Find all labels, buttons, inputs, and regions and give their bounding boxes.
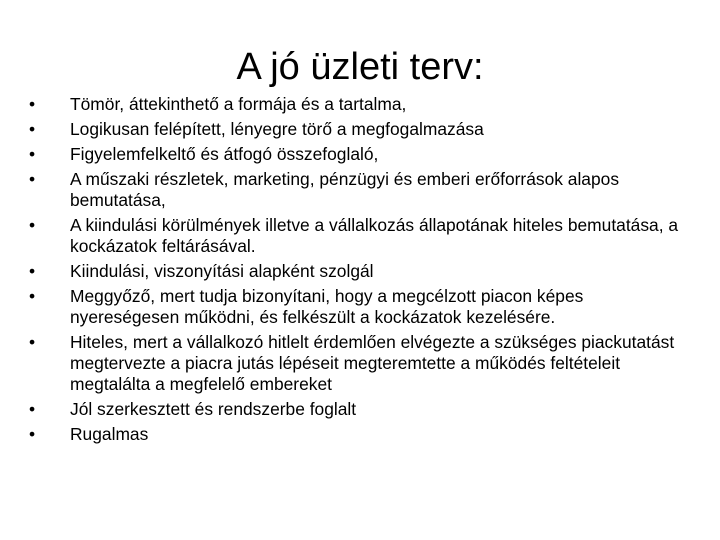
list-item-text: A kiindulási körülmények illetve a vállalkozás állapotának hiteles bemutatása, a kockázatok feltárásával.: [70, 215, 679, 256]
bullet-icon: •: [28, 94, 36, 114]
bullet-icon: •: [28, 215, 36, 235]
list-item: [24, 332, 696, 395]
list-item-text: Tömör, áttekinthető a formája és a tartalma,: [70, 94, 407, 114]
list-item: [24, 286, 696, 328]
list-item: [24, 94, 696, 115]
bullet-icon: •: [28, 169, 36, 189]
list-item-text: Meggyőző, mert tudja bizonyítani, hogy a megcélzott piacon képes nyereségesen működni, és felkészült a kockázatok kezelésére.: [70, 286, 584, 327]
bullet-icon: •: [28, 261, 36, 281]
list-item: [24, 261, 696, 282]
bullet-list: [24, 94, 696, 449]
list-item: [24, 119, 696, 140]
list-item-text: Figyelemfelkeltő és átfogó összefoglaló,: [70, 144, 379, 164]
slide-title: A jó üzleti terv:: [236, 46, 484, 88]
list-item: [24, 215, 696, 257]
list-item-text: Logikusan felépített, lényegre törő a megfogalmazása: [70, 119, 484, 139]
list-item-text: A műszaki részletek, marketing, pénzügyi és emberi erőforrások alapos bemutatása,: [70, 169, 620, 210]
list-item: [24, 169, 696, 211]
bullet-icon: •: [28, 332, 36, 352]
bullet-icon: •: [28, 399, 36, 419]
list-item-text: Hiteles, mert a vállalkozó hitlelt érdemlően elvégezte a szükséges piackutatást megtervezte a piacra jutás lépéseit megteremtette a működés feltételeit megtalálta a megfelelő embereket: [70, 332, 675, 394]
list-item-text: Jól szerkesztett és rendszerbe foglalt: [70, 399, 357, 419]
list-item: [24, 399, 696, 420]
bullet-icon: •: [28, 144, 36, 164]
bullet-icon: •: [28, 424, 36, 444]
list-item: [24, 144, 696, 165]
bullet-icon: •: [28, 286, 36, 306]
list-item-text: Rugalmas: [70, 424, 149, 444]
list-item-text: Kiindulási, viszonyítási alapként szolgál: [70, 261, 374, 281]
bullet-icon: •: [28, 119, 36, 139]
list-item: [24, 424, 696, 445]
